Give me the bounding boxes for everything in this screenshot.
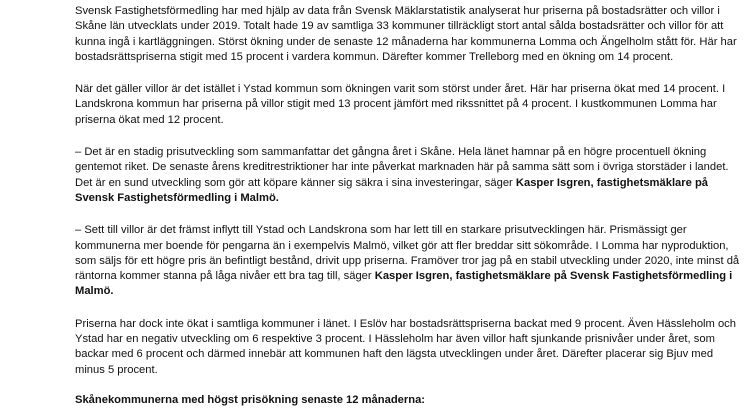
- quote-1-text: – Det är en stadig prisutveckling som sammanfattar det gångna året i Skåne. Hela länet hamnar på en högre procentuell ökning gentemot riket. De senaste årens kreditrestriktioner har inte påverkat marknaden här på samma sätt som i övriga storstäder i landet. Det är en sund utveckling som gör att köpare känner sig säkra i sina investeringar, säger: [75, 146, 729, 189]
- section-heading: Skånekommunerna med högst prisökning senaste 12 månaderna:: [75, 393, 426, 406]
- quote-2-text: – Sett till villor är det främst inflytt till Ystad och Landskrona som har lett till en starkare prisutvecklingen här. Prismässigt ger kommunerna mer boende för pengarna än i exempelvis Malmö, vilket gör att fler breddar sitt sökområde. I Lomma har nyproduktion, som säljs för ett högre pris än befintligt bestånd, drivit upp priserna. Framöver tror jag på en stabil utveckling under 2020, inte minst då räntorna kommer stanna på låga nivåer ett bra tag till, säger: [75, 224, 740, 283]
- paragraph-villor: [75, 82, 740, 128]
- paragraph-decline: [75, 317, 740, 378]
- paragraph-villor-text: När det gäller villor är det istället i Ystad kommun som ökningen varit som störst under året. Här har priserna ökat med 14 procent. I Landskrona kommun har priserna på villor stigit med 13 procent jämfört med rikssnittet på 4 procent. I kustkommunen Lomma har priserna ökat med 12 procent.: [75, 83, 726, 126]
- paragraph-quote-1: [75, 145, 740, 206]
- paragraph-quote-2: [75, 223, 740, 299]
- paragraph-intro-text: Svensk Fastighetsförmedling har med hjälp av data från Svensk Mäklarstatistik analyserat hur priserna på bostadsrätter och villor i Skåne län utvecklats under 2019. Totalt hade 19 av samtliga 33 kommuner tillräckligt stort antal sålda bostadsrätter och villor för att kunna ingå i kartläggningen. Störst ökning under de senaste 12 månaderna har kommunerna Lomma och Ängelholm stått för. Här har bostadsrättspriserna stigit med 15 procent i vardera kommun. Därefter kommer Trelleborg med en ökning om 14 procent.: [75, 5, 737, 63]
- paragraph-intro: [75, 4, 740, 65]
- quote-2-speaker: Kasper Isgren, fastighetsmäklare på Svensk Fastighetsförmedling i Malmö.: [75, 270, 733, 298]
- document-body: [75, 4, 740, 408]
- quote-1-speaker: Kasper Isgren, fastighetsmäklare på Svensk Fastighetsförmedling i Malmö.: [75, 176, 709, 204]
- paragraph-decline-text: Priserna har dock inte ökat i samtliga kommuner i länet. I Eslöv har bostadsrättspriserna backat med 9 procent. Även Hässleholm och Ystad har en negativ utveckling om 6 respektive 3 procent. I Hässleholm har även villor haft sjunkande prisnivåer under året, som backar med 6 procent och därmed innebär att kommunen haft den lägsta utvecklingen under året. Därefter placerar sig Bjuv med minus 5 procent.: [75, 317, 736, 376]
